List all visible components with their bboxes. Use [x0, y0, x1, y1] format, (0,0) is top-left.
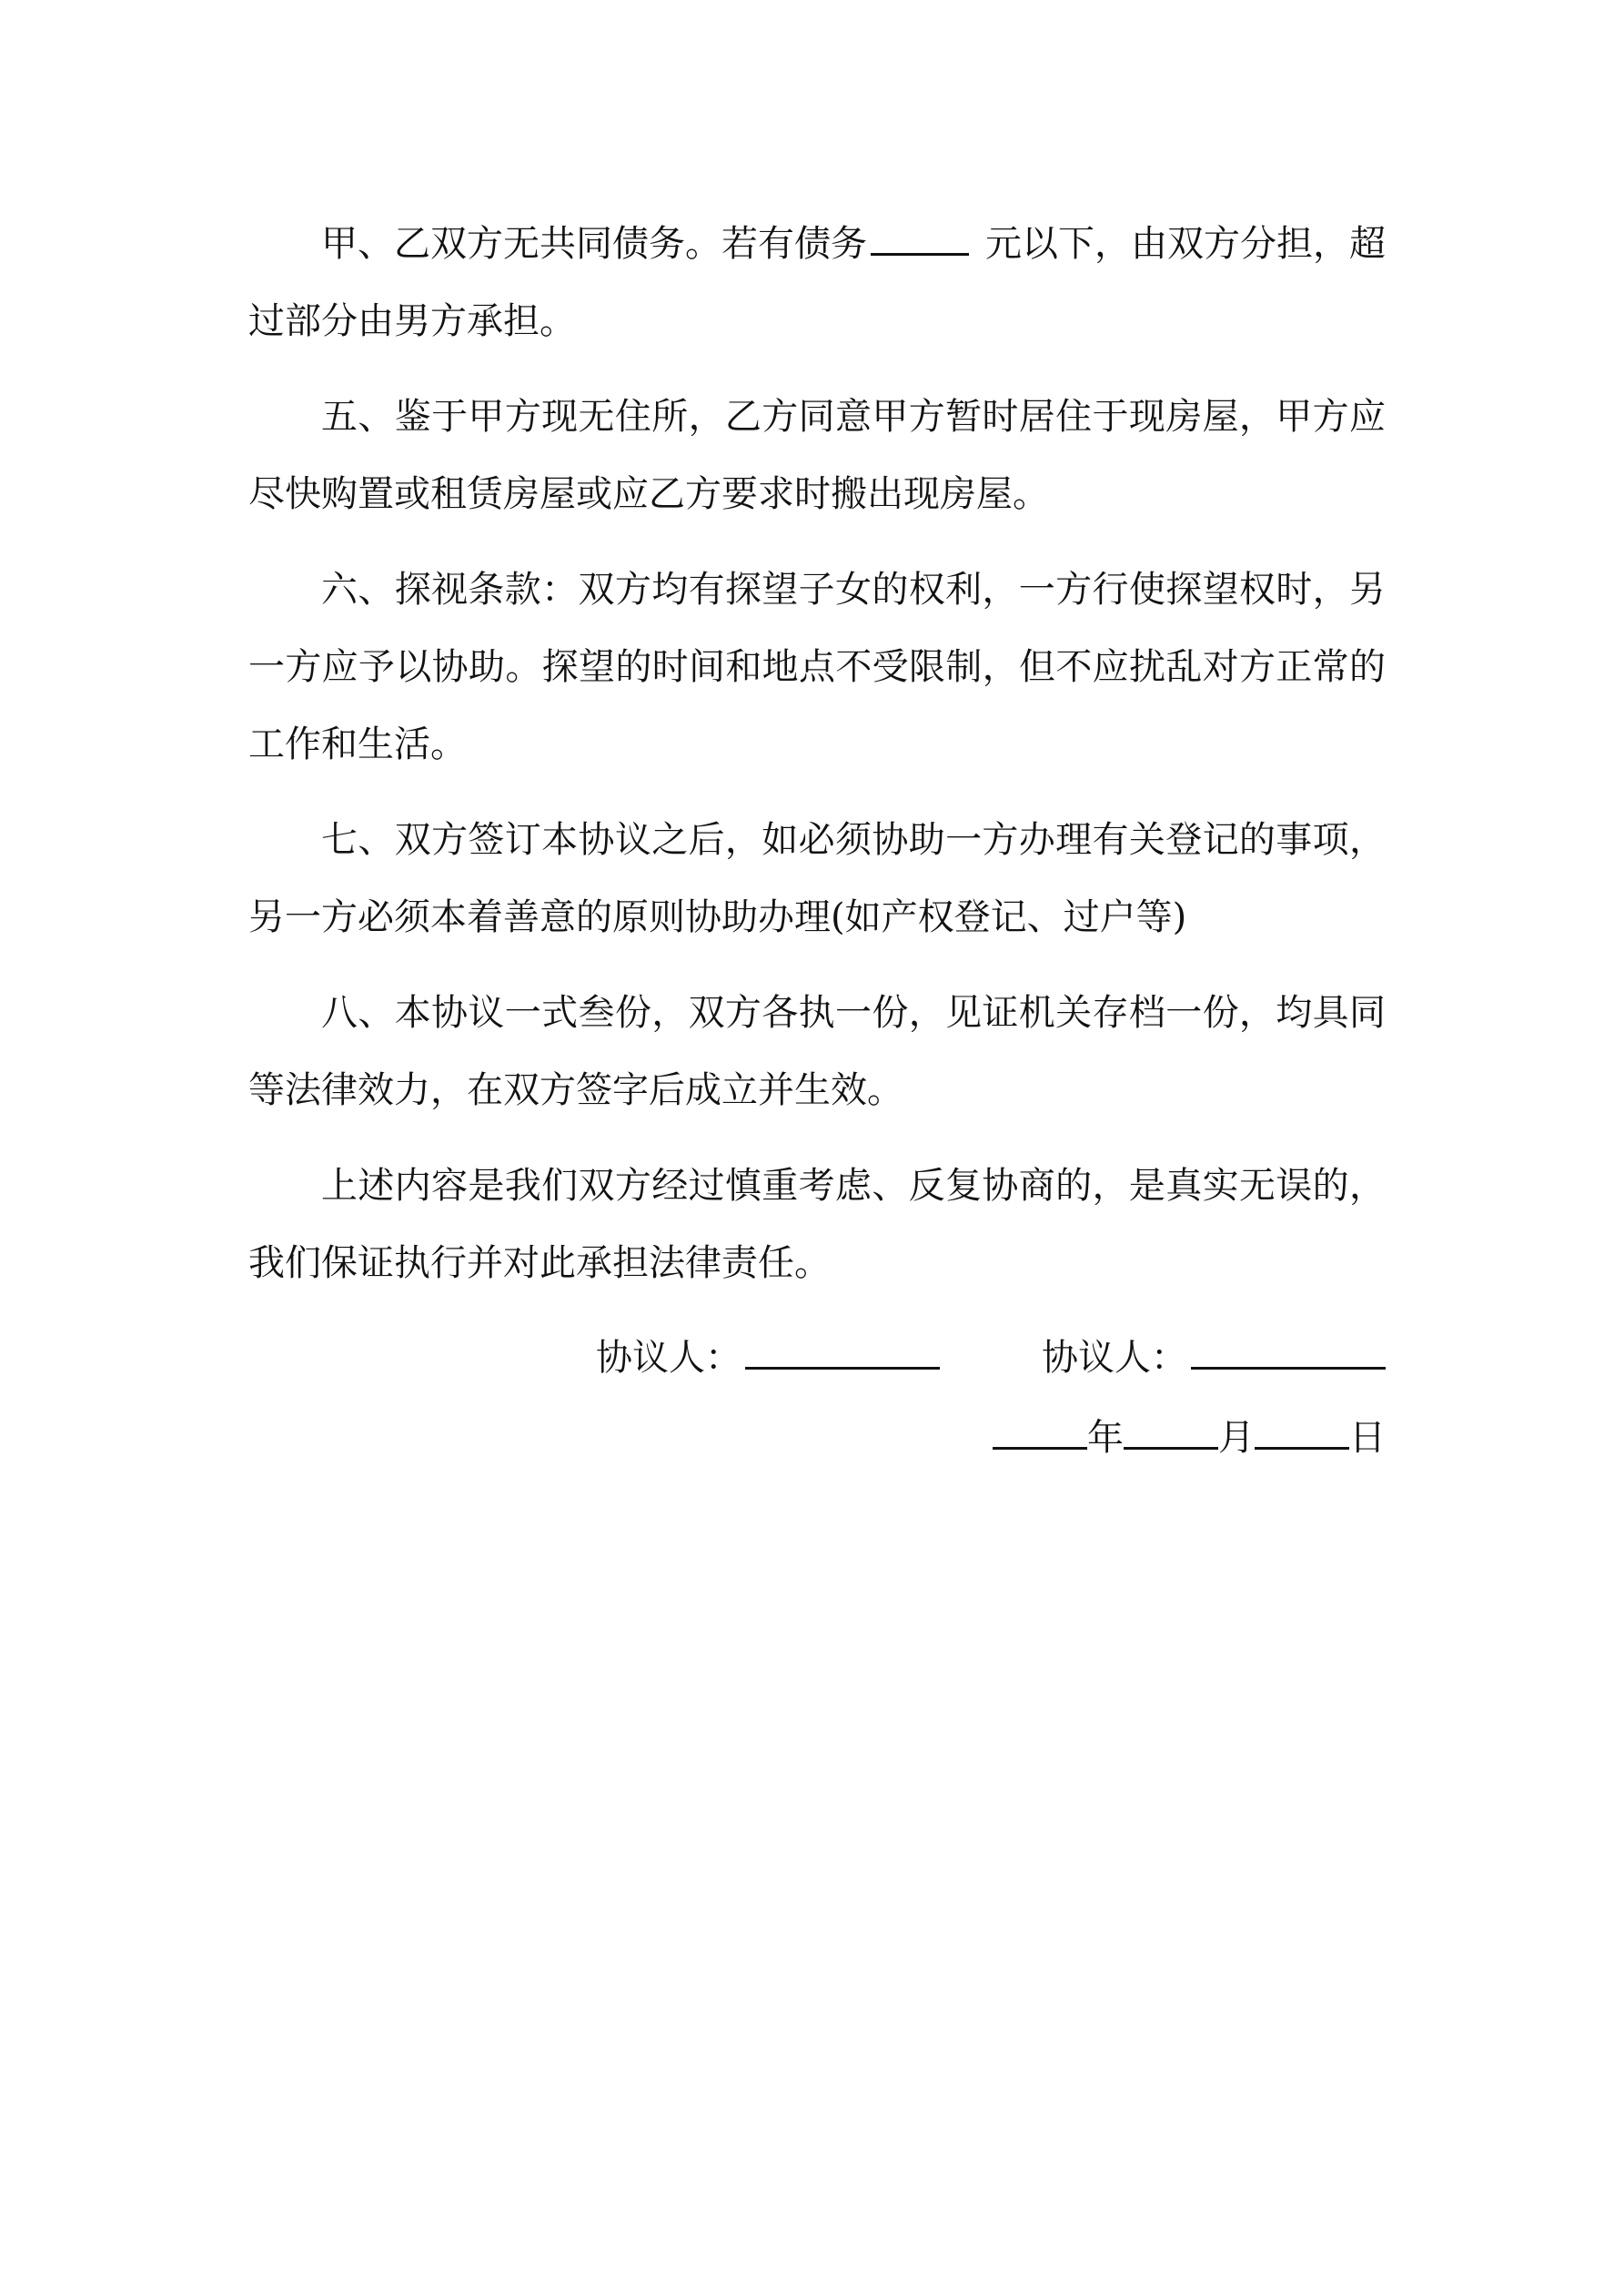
- signature-row: [248, 1320, 1386, 1397]
- party2-label: 协议人：: [1042, 1337, 1187, 1379]
- date-row: [248, 1400, 1386, 1477]
- day-label: 日: [1349, 1417, 1386, 1459]
- party1-signature: [596, 1320, 940, 1397]
- year-blank[interactable]: [993, 1412, 1087, 1450]
- paragraph-seven: 七、双方签订本协议之后，如必须协助一方办理有关登记的事项，另一方必须本着善意的原则协助办理(如产权登记、过户等): [248, 819, 1386, 938]
- paragraph-six: 六、探视条款：双方均有探望子女的权利，一方行使探望权时，另一方应予以协助。探望的时间和地点不受限制，但不应扰乱对方正常的工作和生活。: [248, 569, 1386, 765]
- party2-signature: [1042, 1320, 1386, 1397]
- day-blank[interactable]: [1255, 1412, 1349, 1450]
- paragraph-closing: 上述内容是我们双方经过慎重考虑、反复协商的，是真实无误的，我们保证执行并对此承担法律责任。: [248, 1165, 1386, 1284]
- paragraph-five: 五、鉴于甲方现无住所，乙方同意甲方暂时居住于现房屋，甲方应尽快购置或租赁房屋或应乙方要求时搬出现房屋。: [248, 396, 1386, 515]
- year-label: 年: [1087, 1417, 1124, 1459]
- party1-signature-blank[interactable]: [745, 1332, 940, 1370]
- party2-signature-blank[interactable]: [1191, 1332, 1386, 1370]
- agreement-body: [248, 206, 1386, 1320]
- month-label: 月: [1218, 1417, 1255, 1459]
- paragraph-eight: 八、本协议一式叁份，双方各执一份，见证机关存档一份，均具同等法律效力，在双方签字后成立并生效。: [248, 992, 1386, 1111]
- debt-text-after: 元以下，由双方分担，超过部分由男方承担。: [248, 223, 1386, 342]
- debt-text-before: 甲、乙双方无共同债务。若有债务: [321, 223, 867, 265]
- paragraph-debt: [248, 206, 1386, 360]
- month-blank[interactable]: [1124, 1412, 1218, 1450]
- debt-amount-blank[interactable]: [871, 218, 969, 256]
- party1-label: 协议人：: [596, 1337, 741, 1379]
